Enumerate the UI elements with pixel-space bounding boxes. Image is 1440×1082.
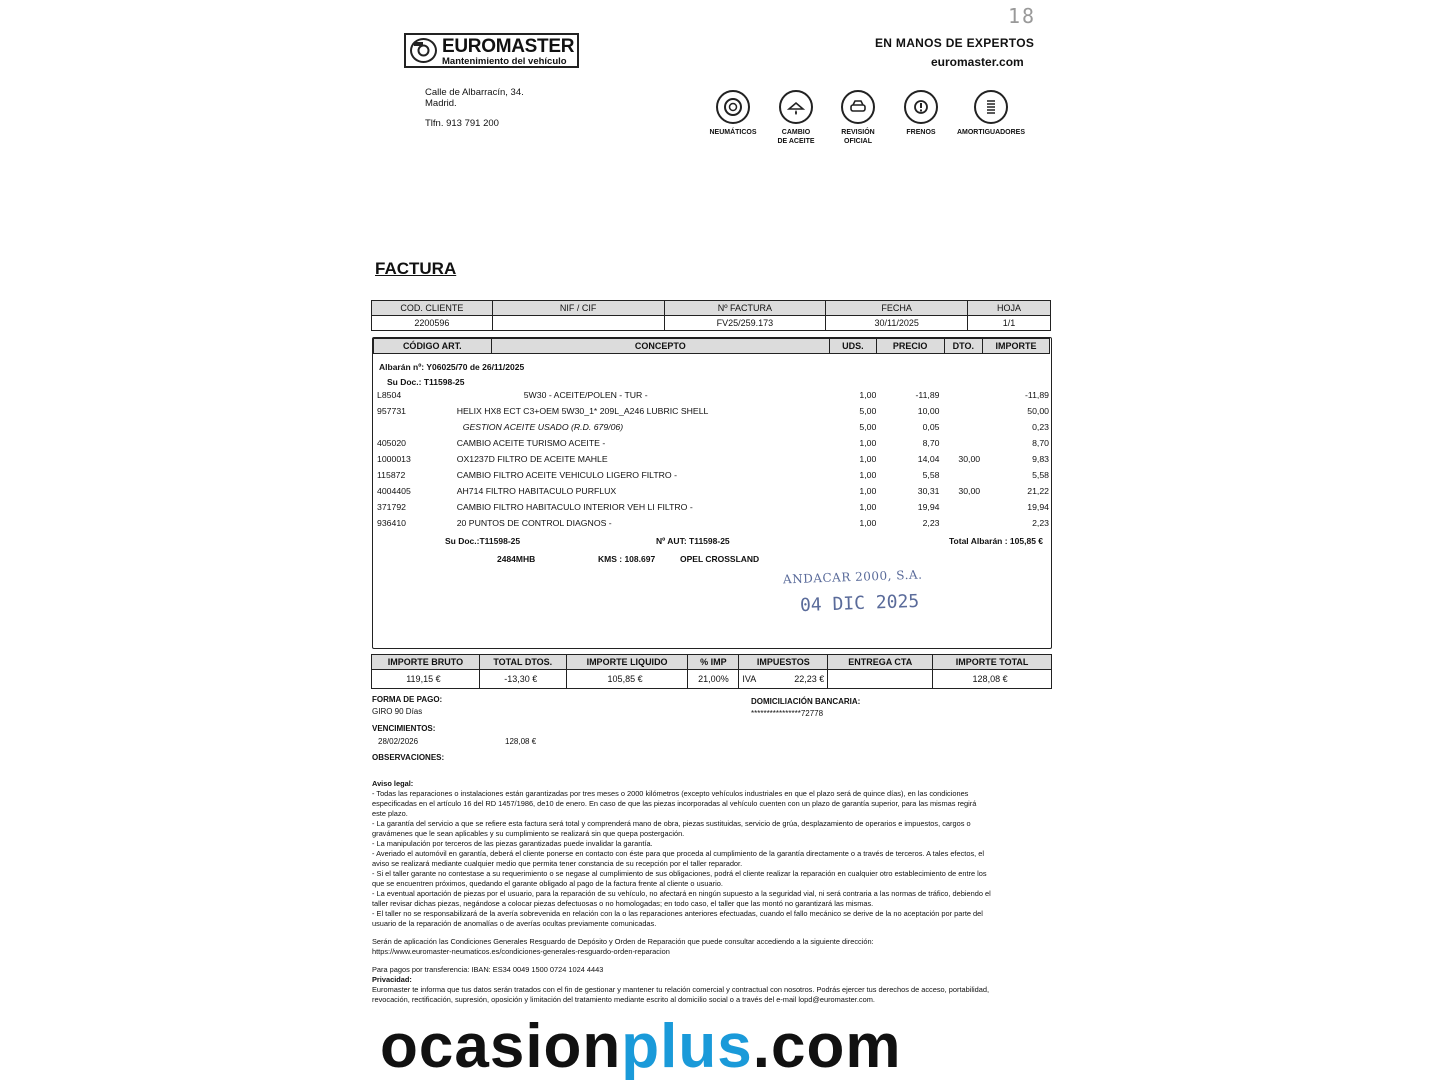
footer-aut: Nº AUT: T11598-25 <box>656 536 730 546</box>
tire-icon <box>716 90 750 124</box>
line-concept: GESTION ACEITE USADO (R.D. 679/06) <box>462 422 624 432</box>
line-dto <box>940 515 981 531</box>
line-concept: AH714 FILTRO HABITACULO PURFLUX <box>456 486 617 496</box>
line-amount: 50,00 <box>1027 406 1049 416</box>
totals-label-dtos: TOTAL DTOS. <box>479 655 566 670</box>
line-dto <box>940 435 981 451</box>
lines-header-row <box>373 338 1050 354</box>
line-concept: 5W30 - ACEITE/POLEN - TUR - <box>523 390 648 400</box>
line-price: 10,00 <box>917 406 940 416</box>
invoice-line-row <box>377 483 1049 499</box>
line-code <box>377 419 457 435</box>
tagline: EN MANOS DE EXPERTOS <box>875 36 1035 50</box>
totals-label-entrega: ENTREGA CTA <box>828 655 933 670</box>
service-label-1: NEUMÁTICOS <box>709 129 757 136</box>
totals-label-impuestos: IMPUESTOS <box>739 655 828 670</box>
privacy-text: Euromaster te informa que tus datos serán tratados con el fin de gestionar y mantener tu relación comercial y contractual con nosotros. Podrás ejercer tus derechos de acceso, portabilidad, revocación, rectificación, supresión, oposición y limitación del tratamiento mediante escrito al domicilio social o a través del e-mail lopd@euromaster.com. <box>372 985 990 1004</box>
logo-subtitle: Mantenimiento del vehículo <box>442 56 567 67</box>
line-concept: CAMBIO FILTRO ACEITE VEHICULO LIGERO FILTRO - <box>456 470 677 480</box>
euromaster-logo <box>404 33 579 68</box>
header-value-nif <box>492 316 664 331</box>
line-units: 1,00 <box>859 390 877 400</box>
header-label-nif: NIF / CIF <box>492 301 664 316</box>
totals-label-total: IMPORTE TOTAL <box>933 655 1052 670</box>
line-units: 5,00 <box>859 422 877 432</box>
legal-paragraph: - Si el taller garante no contestase a su requerimiento o se negase al cumplimiento de sus obligaciones, podrá el cliente realizar la reparación en cualquier otro establecimiento de entre los que se encuentren próximos, quedando el garante obligado al pago de la factura frente al cliente o usuario. <box>372 869 987 888</box>
line-concept: 20 PUNTOS DE CONTROL DIAGNOS - <box>456 518 612 528</box>
line-concept: OX1237D FILTRO DE ACEITE MAHLE <box>456 454 608 464</box>
line-amount: 21,22 <box>1027 486 1049 496</box>
service-amortiguadores <box>956 90 1026 137</box>
domiciliacion-label: DOMICILIACIÓN BANCARIA: <box>751 697 861 706</box>
line-amount: 9,83 <box>1032 454 1049 464</box>
invoice-line-row <box>377 467 1049 483</box>
totals-table <box>371 654 1052 689</box>
col-precio: PRECIO <box>876 339 944 354</box>
line-dto <box>940 499 981 515</box>
forma-pago-label: FORMA DE PAGO: <box>372 695 443 704</box>
invoice-line-row <box>377 515 1049 531</box>
brake-icon <box>904 90 938 124</box>
totals-liquido: 105,85 € <box>566 670 688 689</box>
invoice-line-row <box>377 403 1049 419</box>
totals-label-pct: % IMP <box>688 655 739 670</box>
vencimiento-date: 28/02/2026 <box>378 737 419 746</box>
logo-emblem-icon <box>410 38 437 63</box>
car-check-icon <box>841 90 875 124</box>
phone: Tlfn. 913 791 200 <box>425 118 499 129</box>
invoice-line-row <box>377 499 1049 515</box>
line-amount: 8,70 <box>1032 438 1049 448</box>
header-label-factura: Nº FACTURA <box>664 301 826 316</box>
header-value-cod-cliente: 2200596 <box>372 316 493 331</box>
line-price: -11,89 <box>915 390 940 400</box>
totals-label-liquido: IMPORTE LIQUIDO <box>566 655 688 670</box>
totals-tax-name: IVA <box>742 674 757 684</box>
su-doc-top: Su Doc.: T11598-25 <box>387 377 465 387</box>
col-uds: UDS. <box>830 339 877 354</box>
page-number-mark: 18 <box>1008 4 1037 28</box>
vehicle-model: OPEL CROSSLAND <box>680 554 760 564</box>
col-concepto: CONCEPTO <box>491 339 830 354</box>
stamp-company: ANDACAR 2000, S.A. <box>782 567 923 587</box>
line-price: 30,31 <box>917 486 940 496</box>
service-label-3a: REVISIÓN <box>841 129 875 136</box>
service-revision <box>823 90 893 146</box>
watermark-part1: ocasion <box>380 1012 622 1081</box>
line-price: 2,23 <box>922 518 940 528</box>
line-code: 115872 <box>377 470 406 480</box>
invoice-line-row <box>377 419 1049 435</box>
legal-notice <box>372 779 992 1005</box>
service-label-2b: DE ACEITE <box>777 138 815 145</box>
kms: KMS : 108.697 <box>598 554 656 564</box>
header-value-factura: FV25/259.173 <box>664 316 826 331</box>
col-codigo: CÓDIGO ART. <box>374 339 492 354</box>
legal-paragraph: - La garantía del servicio a que se refiere esta factura será total y comprenderá mano de obra, piezas sustituidas, servicio de grúa, desplazamiento de operarios e impuestos, cargos o gravámenes que le sean aplicables y su cumplimiento se realizará sin que quepa postergación. <box>372 819 971 838</box>
legal-paragraph: - Averiado el automóvil en garantía, deberá el cliente ponerse en contacto con éste para que proceda al cumplimiento de la garantía directamente o a través de terceros. A tales efectos, el aviso se realizará mediante cualquier medio que permita tener constancia de su recepción por el taller reparador. <box>372 849 985 868</box>
privacy-title: Privacidad: <box>372 975 412 984</box>
col-dto: DTO. <box>944 339 983 354</box>
line-units: 1,00 <box>859 438 877 448</box>
service-label-4: FRENOS <box>906 129 936 136</box>
line-code: 405020 <box>377 438 406 448</box>
totals-pct: 21,00% <box>688 670 739 689</box>
invoice-line-row <box>377 387 1049 403</box>
header-label-fecha: FECHA <box>826 301 968 316</box>
albaran-line: Albarán nº: Y06025/70 de 26/11/2025 <box>379 362 525 372</box>
header-value-fecha: 30/11/2025 <box>826 316 968 331</box>
line-price: 14,04 <box>917 454 940 464</box>
line-dto: 30,00 <box>958 454 981 464</box>
watermark-part2: plus <box>621 1012 753 1081</box>
spring-icon <box>974 90 1008 124</box>
forma-pago-value: GIRO 90 Días <box>372 707 423 716</box>
service-label-5: AMORTIGUADORES <box>956 129 1026 136</box>
legal-paragraph: - La manipulación por terceros de las piezas garantizadas puede invalidar la garantía. <box>372 839 653 848</box>
line-dto <box>940 419 981 435</box>
line-amount: 19,94 <box>1027 502 1049 512</box>
line-amount: -11,89 <box>1025 390 1049 400</box>
service-label-3b: OFICIAL <box>844 138 872 145</box>
line-concept: HELIX HX8 ECT C3+OEM 5W30_1* 209L_A246 LUBRIC SHELL <box>456 406 709 416</box>
address-line2: Madrid. <box>425 98 457 109</box>
invoice-line-row <box>377 435 1049 451</box>
col-importe: IMPORTE <box>983 339 1050 354</box>
header-value-hoja: 1/1 <box>968 316 1051 331</box>
header-label-cod-cliente: COD. CLIENTE <box>372 301 493 316</box>
line-code: L8504 <box>377 390 402 400</box>
ocasionplus-watermark <box>380 1012 901 1082</box>
vencimientos-label: VENCIMIENTOS: <box>372 724 436 733</box>
line-price: 5,58 <box>922 470 940 480</box>
legal-paragraph: - Todas las reparaciones o instalaciones están garantizadas por tres meses o 2000 kilómetros (excepto vehículos industriales en que el plazo será de quince días), en las condiciones especificadas en el artículo 16 del RD 1457/1986, de10 de enero. En caso de que las piezas incorporadas al vehículo cuenten con un plazo de garantía superior, para las mismas regirá este plazo. <box>372 789 977 818</box>
watermark-part3: .com <box>752 1012 902 1081</box>
totals-label-bruto: IMPORTE BRUTO <box>372 655 480 670</box>
line-amount: 2,23 <box>1032 518 1049 528</box>
invoice-header-table <box>371 300 1051 331</box>
address-line1: Calle de Albarracín, 34. <box>425 87 524 98</box>
document-title: FACTURA <box>375 259 457 278</box>
header-label-hoja: HOJA <box>968 301 1051 316</box>
invoice-lines-table <box>377 387 1049 531</box>
line-code: 957731 <box>377 406 406 416</box>
line-amount: 0,23 <box>1032 422 1049 432</box>
line-units: 1,00 <box>859 486 877 496</box>
totals-bruto: 119,15 € <box>372 670 480 689</box>
line-units: 1,00 <box>859 502 877 512</box>
website: euromaster.com <box>931 55 1024 69</box>
line-amount: 5,58 <box>1032 470 1049 480</box>
legal-iban: Para pagos por transferencia: IBAN: ES34 0049 1500 0724 1024 4443 <box>372 965 604 974</box>
line-dto <box>940 467 981 483</box>
domiciliacion-value: ****************72778 <box>751 709 824 718</box>
line-price: 0,05 <box>922 422 940 432</box>
footer-su-doc: Su Doc.:T11598-25 <box>445 536 521 546</box>
legal-paragraph: - La eventual aportación de piezas por el usuario, para la reparación de su vehículo, no afectará en ningún supuesto a la seguridad vial, ni será contraria a las normas de tráfico, debiendo el taller revisar dichas piezas, negándose a colocar piezas defectuosas o no homologadas; en todo caso, el taller que las montó no garantizará las mismas. <box>372 889 991 908</box>
invoice-line-row <box>377 451 1049 467</box>
totals-total: 128,08 € <box>933 670 1052 689</box>
totals-entrega <box>828 670 933 689</box>
vencimiento-amount: 128,08 € <box>505 737 537 746</box>
line-code: 371792 <box>377 502 406 512</box>
line-units: 1,00 <box>859 518 877 528</box>
totals-dtos: -13,30 € <box>479 670 566 689</box>
line-dto: 30,00 <box>958 486 981 496</box>
service-frenos <box>886 90 956 137</box>
plate: 2484MHB <box>497 554 536 564</box>
service-cambio-aceite <box>761 90 831 146</box>
legal-paragraph: - El taller no se responsabilizará de la avería sobrevenida en relación con la o las reparaciones anteriores efectuadas, cuando el fallo mecánico se derive de la no aceptación por parte del usuario de la reparación de anomalías o de averías ocultas previamente comunicadas. <box>372 909 983 928</box>
legal-conditions-url: https://www.euromaster-neumaticos.es/condiciones-generales-resguardo-orden-reparacion <box>372 947 670 956</box>
line-dto <box>940 387 981 403</box>
service-label-2a: CAMBIO <box>781 129 811 136</box>
logo-brand-text: EUROMASTER <box>442 36 575 57</box>
total-albaran: Total Albarán : 105,85 € <box>949 536 1044 546</box>
line-concept: CAMBIO FILTRO HABITACULO INTERIOR VEH LI FILTRO - <box>456 502 693 512</box>
line-concept: CAMBIO ACEITE TURISMO ACEITE - <box>456 438 606 448</box>
legal-title: Aviso legal: <box>372 779 414 788</box>
observaciones-label: OBSERVACIONES: <box>372 753 445 762</box>
line-code: 936410 <box>377 518 406 528</box>
legal-conditions: Serán de aplicación las Condiciones Generales Resguardo de Depósito y Orden de Reparación que puede consultar accediendo a la siguiente dirección: <box>372 937 874 946</box>
line-units: 1,00 <box>859 454 877 464</box>
line-code: 1000013 <box>377 454 411 464</box>
line-price: 19,94 <box>917 502 940 512</box>
line-price: 8,70 <box>922 438 940 448</box>
service-neumaticos <box>698 90 768 137</box>
line-code: 4004405 <box>377 486 411 496</box>
oil-change-icon <box>779 90 813 124</box>
line-dto <box>940 403 981 419</box>
line-units: 5,00 <box>859 406 877 416</box>
stamp-date: 04 DIC 2025 <box>799 590 920 617</box>
totals-tax-amount: 22,23 € <box>794 674 825 684</box>
totals-impuestos-cell <box>739 670 828 689</box>
line-units: 1,00 <box>859 470 877 480</box>
